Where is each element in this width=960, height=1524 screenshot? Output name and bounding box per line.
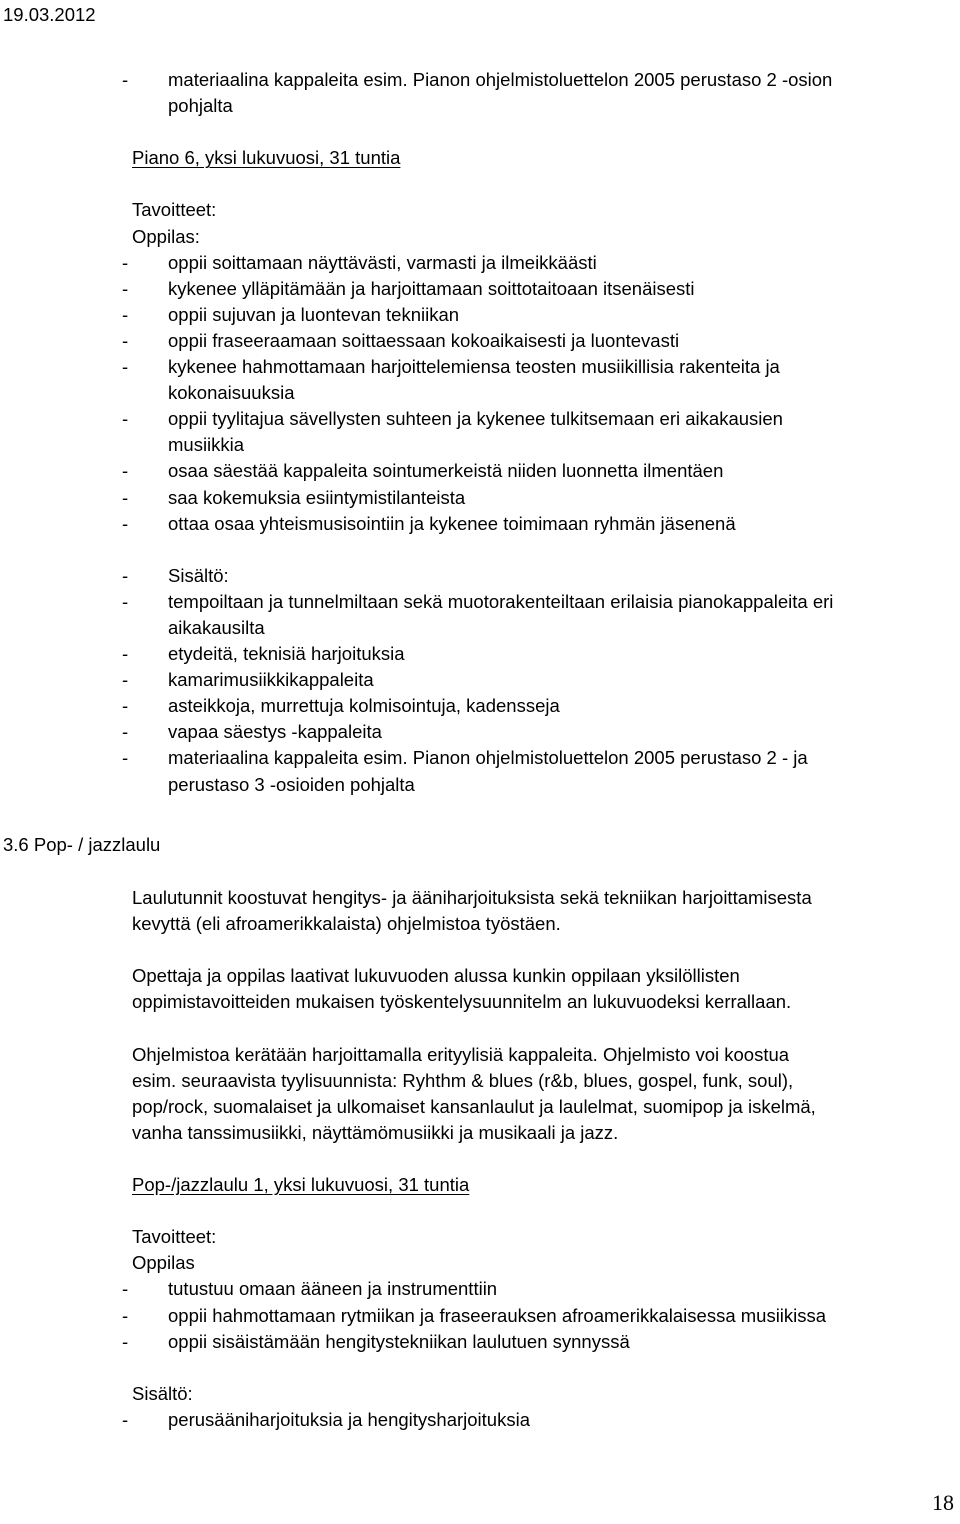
list-item xyxy=(122,406,952,432)
list-item xyxy=(122,276,952,302)
list-item-text: etydeitä, teknisiä harjoituksia xyxy=(168,643,405,665)
intro-line-cont: pohjalta xyxy=(168,95,233,117)
list-item xyxy=(122,485,952,511)
list-item-text: oppii fraseeraamaan soittaessaan kokoaikaisesti ja luontevasti xyxy=(168,329,680,351)
list-item-text: perusääniharjoituksia ja hengitysharjoituksia xyxy=(168,1408,530,1430)
list-item xyxy=(122,250,952,276)
list-item-text: tutustuu omaan ääneen ja instrumenttiin xyxy=(168,1278,498,1300)
content-list xyxy=(122,1407,952,1433)
list-item-text: aikakausilta xyxy=(168,616,265,638)
bullet-dash: - xyxy=(122,747,129,769)
paragraph-line: vanha tanssimusiikki, näyttämömusiikki ja musikaali ja jazz. xyxy=(132,1121,619,1143)
bullet-dash: - xyxy=(122,643,129,665)
bullet-dash: - xyxy=(122,460,129,482)
list-item-text: kykenee hahmottamaan harjoittelemiensa teosten musiikillisia rakenteita ja xyxy=(168,356,780,378)
goals-list xyxy=(122,1276,952,1354)
bullet-dash: - xyxy=(122,1330,129,1352)
list-item-text: oppii sisäistämään hengitystekniikan laulutuen synnyssä xyxy=(168,1330,630,1352)
list-item xyxy=(122,432,952,458)
bullet-dash: - xyxy=(122,721,129,743)
list-item xyxy=(122,745,952,771)
list-item xyxy=(122,458,952,484)
list-item xyxy=(122,1329,952,1355)
content-label: Sisältö: xyxy=(168,564,229,586)
list-item-text: ottaa osaa yhteismusisointiin ja kykenee toimimaan ryhmän jäsenenä xyxy=(168,512,736,534)
paragraph-line: Opettaja ja oppilas laativat lukuvuoden alussa kunkin oppilaan yksilöllisten xyxy=(132,965,740,987)
student-label: Oppilas: xyxy=(132,225,200,247)
popjazz-subheading: Pop-/jazzlaulu 1, yksi lukuvuosi, 31 tuntia xyxy=(132,1174,470,1196)
list-item xyxy=(122,719,952,745)
list-item xyxy=(122,772,952,798)
bullet-dash: - xyxy=(122,69,129,90)
list-item xyxy=(122,380,952,406)
piano6-heading: Piano 6, yksi lukuvuosi, 31 tuntia xyxy=(132,147,401,169)
list-item-text: musiikkia xyxy=(168,434,245,456)
list-item xyxy=(122,354,952,380)
bullet-dash: - xyxy=(122,486,129,508)
list-item xyxy=(122,1407,952,1433)
paragraph-line: pop/rock, suomalaiset ja ulkomaiset kansanlaulut ja laulelmat, suomipop ja iskelmä, xyxy=(132,1095,816,1117)
paragraph-line: kevyttä (eli afroamerikkalaista) ohjelmistoa työstäen. xyxy=(132,913,561,935)
list-item-text: perustaso 3 -osioiden pohjalta xyxy=(168,773,415,795)
list-item xyxy=(122,589,952,615)
bullet-dash: - xyxy=(122,356,129,378)
goals-label: Tavoitteet: xyxy=(132,1226,217,1248)
list-item-text: oppii hahmottamaan rytmiikan ja fraseerauksen afroamerikkalaisessa musiikissa xyxy=(168,1304,827,1326)
section-title: 3.6 Pop- / jazzlaulu xyxy=(3,834,161,855)
paragraph-line: oppimistavoitteiden mukaisen työskentelysuunnitelm an lukuvuodeksi kerrallaan. xyxy=(132,991,792,1013)
list-item-text: saa kokemuksia esiintymistilanteista xyxy=(168,486,466,508)
bullet-dash: - xyxy=(122,512,129,534)
bullet-dash: - xyxy=(122,669,129,691)
paragraph-3 xyxy=(132,1042,952,1146)
list-item xyxy=(122,328,952,354)
bullet-dash: - xyxy=(122,251,129,273)
content-label-line: - Sisältö: xyxy=(122,564,229,586)
bullet-dash: - xyxy=(122,277,129,299)
student-label: Oppilas xyxy=(132,1252,195,1274)
list-item xyxy=(122,641,952,667)
bullet-dash: - xyxy=(122,590,129,612)
bullet-dash: - xyxy=(122,1278,129,1300)
bullet-dash: - xyxy=(122,1304,129,1326)
list-item-text: kokonaisuuksia xyxy=(168,382,295,404)
paragraph-line: Ohjelmistoa kerätään harjoittamalla erityylisiä kappaleita. Ohjelmisto voi koostua xyxy=(132,1043,790,1065)
list-item-text: vapaa säestys -kappaleita xyxy=(168,721,382,743)
paragraph-2 xyxy=(132,963,952,1015)
paragraph-1 xyxy=(132,885,952,937)
list-item-text: kykenee ylläpitämään ja harjoittamaan soittotaitoaan itsenäisesti xyxy=(168,277,695,299)
list-item xyxy=(122,511,952,537)
content-label: Sisältö: xyxy=(132,1382,193,1404)
list-item-text: tempoiltaan ja tunnelmiltaan sekä muotorakenteiltaan erilaisia pianokappaleita eri xyxy=(168,590,834,612)
bullet-dash: - xyxy=(122,1408,129,1430)
content-list xyxy=(122,589,952,798)
list-item-text: asteikkoja, murrettuja kolmisointuja, kadensseja xyxy=(168,695,560,717)
list-item-text: oppii soittamaan näyttävästi, varmasti ja ilmeikkäästi xyxy=(168,251,597,273)
bullet-dash: - xyxy=(122,329,129,351)
list-item xyxy=(122,615,952,641)
bullet-dash: - xyxy=(122,303,129,325)
popjazz-section xyxy=(122,885,952,1433)
list-item-text: materiaalina kappaleita esim. Pianon ohjelmistoluettelon 2005 perustaso 2 - ja xyxy=(168,747,808,769)
list-item-text: oppii sujuvan ja luontevan tekniikan xyxy=(168,303,460,325)
intro-line: - materiaalina kappaleita esim. Pianon ohjelmistoluettelon 2005 perustaso 2 -osion xyxy=(122,67,952,93)
list-item-text: osaa säestää kappaleita sointumerkeistä niiden luonnetta ilmentäen xyxy=(168,460,724,482)
list-item-text: kamarimusiikkikappaleita xyxy=(168,669,374,691)
bullet-dash: - xyxy=(122,695,129,717)
page-number: 18 xyxy=(932,1490,954,1515)
list-item-text: oppii tyylitajua sävellysten suhteen ja kykenee tulkitsemaan eri aikakausien xyxy=(168,408,783,430)
header-date: 19.03.2012 xyxy=(3,4,96,25)
list-item xyxy=(122,1276,952,1302)
list-item xyxy=(122,1303,952,1329)
list-item xyxy=(122,302,952,328)
goals-list xyxy=(122,250,952,537)
bullet-dash: - xyxy=(122,408,129,430)
piano-section xyxy=(122,67,952,798)
paragraph-line: Laulutunnit koostuvat hengitys- ja ääniharjoituksista sekä tekniikan harjoittamisesta xyxy=(132,887,812,908)
goals-label: Tavoitteet: xyxy=(132,199,217,221)
paragraph-line: esim. seuraavista tyylisuunnista: Ryhthm & blues (r&b, blues, gospel, funk, soul), xyxy=(132,1069,794,1091)
list-item xyxy=(122,693,952,719)
list-item xyxy=(122,667,952,693)
